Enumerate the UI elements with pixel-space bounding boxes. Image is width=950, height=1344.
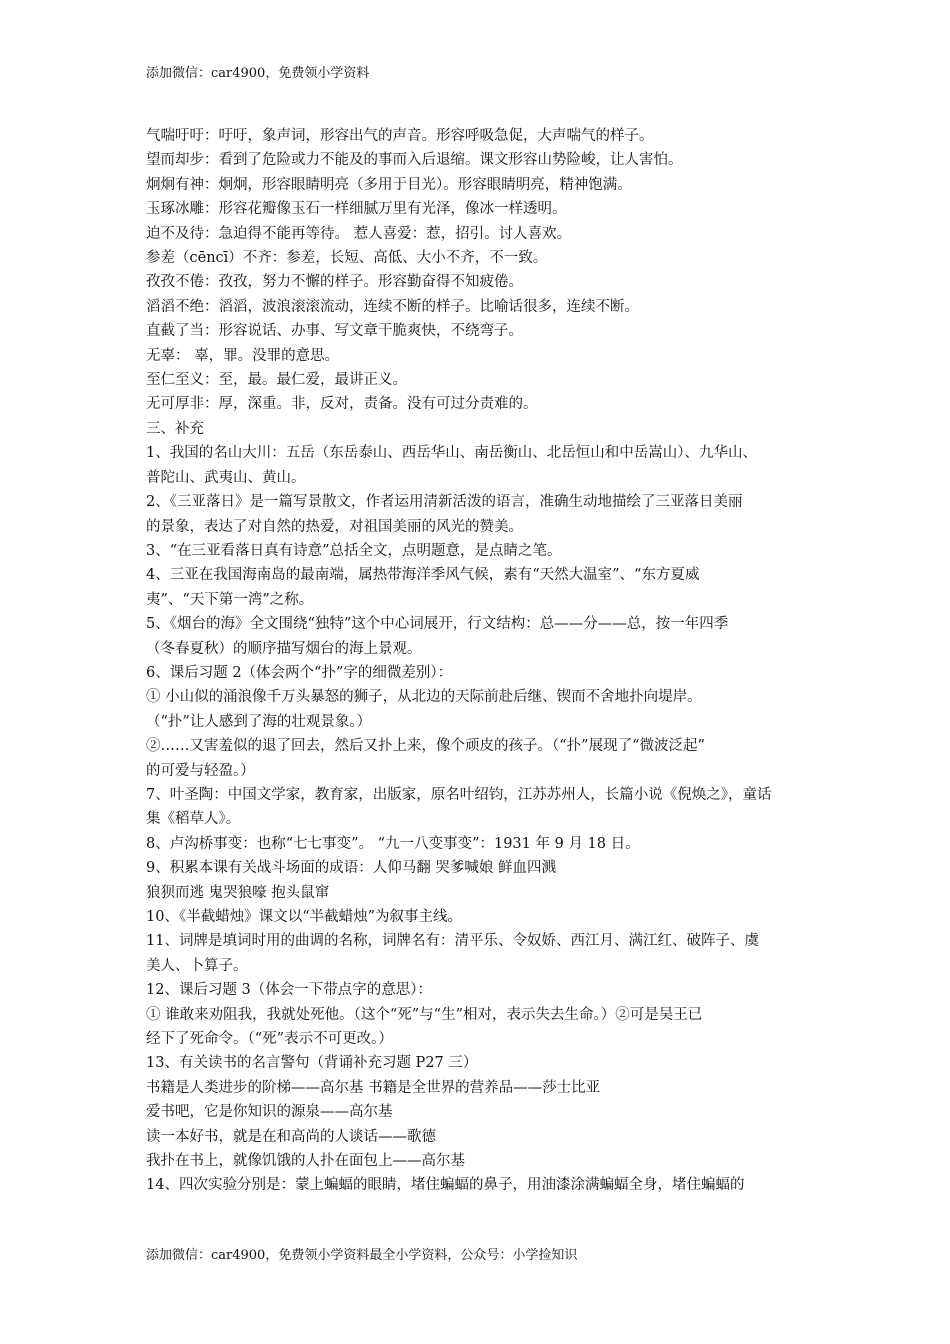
text-line: 14、四次实验分别是：蒙上蝙蝠的眼睛，堵住蝙蝠的鼻子，用油漆涂满蝙蝠全身，堵住蝙蝠的 <box>146 1177 745 1194</box>
text-line: ②……又害羞似的退了回去，然后又扑上来，像个顽皮的孩子。（“扑”展现了“微波泛起” <box>146 738 705 755</box>
text-line: 5、《烟台的海》全文围绕“独特”这个中心词展开，行文结构：总——分——总，按一年四季 <box>146 616 729 633</box>
text-line: 书籍是人类进步的阶梯——高尔基 书籍是全世界的营养品——莎士比亚 <box>146 1079 601 1096</box>
text-line: 普陀山、武夷山、黄山。 <box>146 469 306 486</box>
text-line: 13、有关读书的名言警句（背诵补充习题 P27 三） <box>146 1055 478 1072</box>
text-line: 至仁至义：至，最。最仁爱，最讲正义。 <box>146 372 407 389</box>
page-header: 添加微信：car4900，免费领小学资料 <box>146 66 370 81</box>
text-line: 的景象，表达了对自然的热爱，对祖国美丽的风光的赞美。 <box>146 518 523 535</box>
text-line: 无可厚非：厚，深重。非，反对，责备。没有可过分责难的。 <box>146 396 538 413</box>
text-line: 4、三亚在我国海南岛的最南端，属热带海洋季风气候，素有“天然大温室”、“东方夏威 <box>146 567 700 584</box>
text-line: 我扑在书上，就像饥饿的人扑在面包上——高尔基 <box>146 1153 465 1170</box>
text-line: 10、《半截蜡烛》课文以“半截蜡烛”为叙事主线。 <box>146 909 463 925</box>
text-line: ① 小山似的涌浪像千万头暴怒的狮子，从北边的天际前赴后继、锲而不舍地扑向堤岸。 <box>146 689 702 706</box>
text-line: 美人、卜算子。 <box>146 957 248 974</box>
text-line: 12、课后习题 3（体会一下带点字的意思）： <box>146 982 433 999</box>
text-line: 直截了当：形容说话、办事、写文章干脆爽快，不绕弯子。 <box>146 323 523 340</box>
text-line: 狼狈而逃 鬼哭狼嚎 抱头鼠窜 <box>146 884 330 901</box>
text-line: 6、课后习题 2（体会两个“扑”字的细微差别）： <box>146 664 453 681</box>
text-line: 的可爱与轻盈。） <box>146 762 255 779</box>
text-line: 三、补充 <box>146 420 204 437</box>
text-line: 夷”、“天下第一湾”之称。 <box>146 591 314 608</box>
text-line: 迫不及待：急迫得不能再等待。 惹人喜爱：惹，招引。讨人喜欢。 <box>146 225 572 242</box>
text-line: （“扑”让人感到了海的壮观景象。） <box>146 713 372 730</box>
text-line: 3、“在三亚看落日真有诗意”总括全文，点明题意，是点睛之笔。 <box>146 542 562 559</box>
text-line: 炯炯有神：炯炯，形容眼睛明亮（多用于目光）。形容眼睛明亮，精神饱满。 <box>146 176 632 193</box>
text-line: 集《稻草人》。 <box>146 811 241 828</box>
text-line: 读一本好书，就是在和高尚的人谈话——歌德 <box>146 1128 436 1145</box>
text-line: 参差（cēncī）不齐：参差，长短、高低、大小不齐，不一致。 <box>146 250 548 267</box>
text-line: 望而却步：看到了危险或力不能及的事而入后退缩。课文形容山势险峻，让人害怕。 <box>146 152 683 169</box>
body-text <box>146 124 814 1198</box>
text-line: 滔滔不绝：滔滔，波浪滚滚流动，连续不断的样子。比喻话很多，连续不断。 <box>146 298 639 315</box>
text-line: 爱书吧，它是你知识的源泉——高尔基 <box>146 1104 393 1121</box>
text-line: 9、积累本课有关战斗场面的成语：人仰马翻 哭爹喊娘 鲜血四溅 <box>146 860 556 877</box>
text-line: 气喘吁吁：吁吁，象声词，形容出气的声音。形容呼吸急促，大声喘气的样子。 <box>146 128 654 144</box>
text-line: ① 谁敢来劝阻我，我就处死他。（这个“死”与“生”相对，表示失去生命。）②可是吴王已 <box>146 1006 703 1023</box>
text-line: 7、叶圣陶：中国文学家，教育家，出版家，原名叶绍钧，江苏苏州人，长篇小说《倪焕之》，童话 <box>146 786 772 803</box>
text-line: 玉琢冰雕：形容花瓣像玉石一样细腻万里有光泽，像冰一样透明。 <box>146 201 567 218</box>
text-line: 经下了死命令。（“死”表示不可更改。） <box>146 1031 393 1048</box>
text-line: 8、卢沟桥事变：也称“七七事变”。 “九一八变事变”：1931 年 9 月 18 日。 <box>146 835 640 852</box>
text-line: 11、词牌是填词时用的曲调的名称，词牌名有：清平乐、令奴娇、西江月、满江红、破阵子、虞 <box>146 933 759 950</box>
text-line: 无辜： 辜，罪。没罪的意思。 <box>146 347 340 364</box>
text-line: （冬春夏秋）的顺序描写烟台的海上景观。 <box>146 640 422 657</box>
text-line: 1、我国的名山大川：五岳（东岳泰山、西岳华山、南岳衡山、北岳恒山和中岳嵩山）、九华山、 <box>146 445 757 462</box>
text-line: 孜孜不倦：孜孜，努力不懈的样子。形容勤奋得不知疲倦。 <box>146 274 523 291</box>
text-line: 2、《三亚落日》是一篇写景散文，作者运用清新活泼的语言，准确生动地描绘了三亚落日美丽 <box>146 494 743 511</box>
page-footer: 添加微信：car4900，免费领小学资料最全小学资料，公众号：小学捡知识 <box>146 1248 578 1263</box>
